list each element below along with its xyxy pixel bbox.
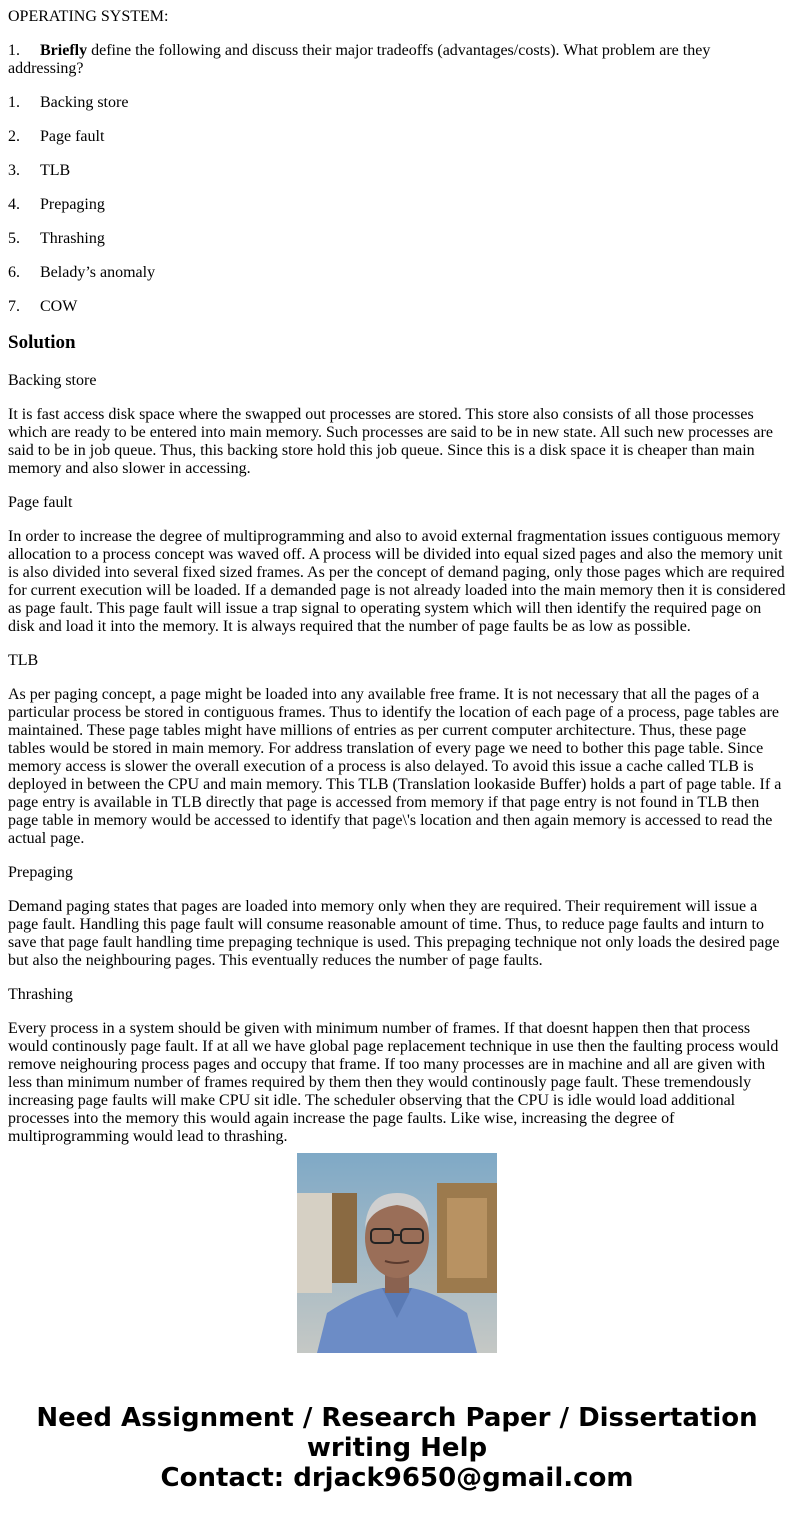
list-item-number: 2. xyxy=(8,128,20,145)
solution-title: Solution xyxy=(8,332,76,353)
list-item xyxy=(8,230,786,248)
section-body-backing-store: It is fast access disk space where the swapped out processes are stored. This store also consists of all those processes which are ready to be entered into main memory. Such processes are said to be in new state. All such new processes are said to be in job queue. Thus, this backing store hold this job queue. Since this is a disk space it is cheaper than main memory and also slower in accessing. xyxy=(8,406,773,477)
question-text: define the following and discuss their major tradeoffs (advantages/costs). What problem are they addressing? xyxy=(8,42,711,77)
section-heading-thrashing: Thrashing xyxy=(8,986,73,1003)
list-item-label: Thrashing xyxy=(40,230,105,247)
contact-email: Contact: drjack9650@gmail.com xyxy=(160,1463,634,1493)
section-body-tlb: As per paging concept, a page might be loaded into any available free frame. It is not necessary that all the pages of a particular process be stored in contiguous frames. Thus to identify the location of each page of a process, page tables are maintained. These page tables might have millions of entries as per current computer architecture. Thus, these page tables would be stored in main memory. For address translation of every page we need to bother this page table. Since memory access is slower the overall execution of a process is also delayed. To avoid this issue a cache called TLB is deployed in between the CPU and main memory. This TLB (Translation lookaside Buffer) holds a part of page table. If a page entry is available in TLB directly that page is accessed from memory if that page entry is not found in TLB then page table in memory would be accessed to identify that page\'s location and then again memory is accessed to read the actual page. xyxy=(8,686,782,847)
author-photo xyxy=(297,1153,497,1353)
question-number: 1. xyxy=(8,42,20,59)
promo-line-2: writing Help xyxy=(306,1433,488,1463)
list-item xyxy=(8,298,786,316)
list-item-label: COW xyxy=(40,298,78,315)
avatar xyxy=(297,1153,497,1353)
list-item xyxy=(8,162,786,180)
list-item-number: 6. xyxy=(8,264,20,281)
list-item-number: 7. xyxy=(8,298,20,315)
section-heading-page-fault: Page fault xyxy=(8,494,73,511)
list-item xyxy=(8,94,786,112)
term-list xyxy=(8,94,786,316)
question-heading: OPERATING SYSTEM: xyxy=(8,8,169,25)
section-body-thrashing: Every process in a system should be given with minimum number of frames. If that doesnt happen then that process would continously page fault. If at all we have global page replacement technique in use then the faulting process would remove neighouring process pages and occupy that frame. If too many processes are in machine and all are given with less than minimum number of frames required by them then they would continously page fault. These tremendously increasing page faults will make CPU sit idle. The scheduler observing that the CPU is idle would load additional processes into the memory this would again increase the page faults. Like wise, increasing the degree of multiprogramming would lead to thrashing. xyxy=(8,1020,779,1145)
list-item-number: 5. xyxy=(8,230,20,247)
document-content xyxy=(8,8,786,1145)
list-item-label: Belady’s anomaly xyxy=(40,264,156,281)
list-item-label: Page fault xyxy=(40,128,105,145)
list-item-label: Backing store xyxy=(40,94,129,111)
section-body-prepaging: Demand paging states that pages are loaded into memory only when they are required. Their requirement will issue a page fault. Handling this page fault will consume reasonable amount of time. Thus, to reduce page faults and inturn to save that page fault handling time prepaging technique is used. This prepaging technique not only loads the desired page but also the neighbouring pages. This eventually reduces the number of page faults. xyxy=(8,898,780,969)
section-heading-tlb: TLB xyxy=(8,652,39,669)
section-heading-prepaging: Prepaging xyxy=(8,864,73,881)
list-item xyxy=(8,196,786,214)
promo-line-1: Need Assignment / Research Paper / Dissertation xyxy=(36,1403,758,1433)
list-item-label: TLB xyxy=(40,162,71,179)
list-item xyxy=(8,128,786,146)
list-item-number: 4. xyxy=(8,196,20,213)
section-body-page-fault: In order to increase the degree of multiprogramming and also to avoid external fragmentation issues contiguous memory allocation to a process concept was waved off. A process will be divided into equal sized pages and also the memory unit is also divided into several fixed sized frames. As per the concept of demand paging, only those pages which are required for current execution will be loaded. If a demanded page is not already loaded into the main memory then it is considered as page fault. This page fault will issue a trap signal to operating system which will then identify the required page on disk and load it into the memory. It is always required that the number of page faults be as low as possible. xyxy=(8,528,786,635)
question-prompt xyxy=(8,42,786,78)
question-bold-word: Briefly xyxy=(40,42,88,59)
list-item-number: 1. xyxy=(8,94,20,111)
section-heading-backing-store: Backing store xyxy=(8,372,97,389)
promo-footer xyxy=(0,1403,794,1493)
list-item-number: 3. xyxy=(8,162,20,179)
list-item xyxy=(8,264,786,282)
list-item-label: Prepaging xyxy=(40,196,105,213)
